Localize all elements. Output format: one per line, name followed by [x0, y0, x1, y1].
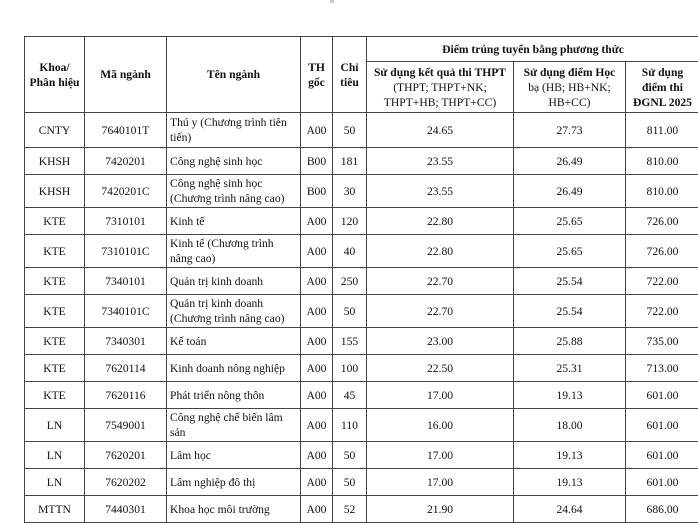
cell-dgnl: 810.00	[626, 175, 698, 208]
admission-score-table	[24, 36, 698, 523]
cell-khoa: KTE	[25, 328, 85, 355]
cell-chi-tieu: 155	[333, 328, 367, 355]
cell-thpt: 17.00	[367, 382, 514, 409]
cell-ma-nganh: 7340101	[85, 268, 167, 295]
header-hocba-title: Sử dụng điểm Học	[517, 65, 622, 80]
cell-ma-nganh: 7340301	[85, 328, 167, 355]
cell-hocba: 18.00	[514, 409, 626, 442]
cell-hocba: 25.65	[514, 208, 626, 235]
table-row	[25, 442, 698, 469]
cell-th-goc: A00	[301, 355, 333, 382]
cell-chi-tieu: 100	[333, 355, 367, 382]
table-row	[25, 382, 698, 409]
cell-th-goc: A00	[301, 235, 333, 268]
cell-ten-nganh: Khoa học môi trường	[167, 496, 301, 523]
header-khoa: Khoa/ Phân hiệu	[25, 37, 85, 113]
cell-hocba: 25.88	[514, 328, 626, 355]
cell-th-goc: B00	[301, 175, 333, 208]
cell-khoa: KTE	[25, 355, 85, 382]
cell-th-goc: A00	[301, 295, 333, 328]
cell-chi-tieu: 120	[333, 208, 367, 235]
cell-khoa: CNTY	[25, 113, 85, 148]
table-row	[25, 409, 698, 442]
cell-thpt: 22.50	[367, 355, 514, 382]
cell-ten-nganh: Lâm học	[167, 442, 301, 469]
cell-dgnl: 601.00	[626, 469, 698, 496]
table-row	[25, 496, 698, 523]
header-thpt-sub: (THPT; THPT+NK; THPT+HB; THPT+CC)	[384, 81, 496, 109]
cell-th-goc: B00	[301, 148, 333, 175]
table-row	[25, 295, 698, 328]
cell-hocba: 25.54	[514, 268, 626, 295]
cell-chi-tieu: 110	[333, 409, 367, 442]
cell-ten-nganh: Thú y (Chương trình tiên tiến)	[167, 113, 301, 148]
cell-thpt: 22.80	[367, 208, 514, 235]
cell-thpt: 17.00	[367, 442, 514, 469]
cell-dgnl: 726.00	[626, 208, 698, 235]
cell-ten-nganh: Quản trị kinh doanh	[167, 268, 301, 295]
cell-dgnl: 735.00	[626, 328, 698, 355]
cell-khoa: LN	[25, 469, 85, 496]
cell-dgnl: 810.00	[626, 148, 698, 175]
cell-thpt: 22.70	[367, 268, 514, 295]
cell-hocba: 26.49	[514, 148, 626, 175]
cell-hocba: 27.73	[514, 113, 626, 148]
cell-khoa: KTE	[25, 268, 85, 295]
cell-khoa: KTE	[25, 235, 85, 268]
cell-th-goc: A00	[301, 469, 333, 496]
cell-khoa: KTE	[25, 208, 85, 235]
cell-hocba: 25.31	[514, 355, 626, 382]
cell-dgnl: 713.00	[626, 355, 698, 382]
header-ma-nganh: Mã ngành	[85, 37, 167, 113]
table-row	[25, 469, 698, 496]
cell-hocba: 25.65	[514, 235, 626, 268]
header-hocba-sub: bạ (HB; HB+NK; HB+CC)	[528, 81, 611, 109]
cell-hocba: 25.54	[514, 295, 626, 328]
cell-hocba: 19.13	[514, 382, 626, 409]
cell-thpt: 17.00	[367, 469, 514, 496]
cell-chi-tieu: 50	[333, 113, 367, 148]
cell-khoa: KTE	[25, 382, 85, 409]
cell-ma-nganh: 7620114	[85, 355, 167, 382]
cell-ten-nganh: Kinh tế	[167, 208, 301, 235]
cell-chi-tieu: 181	[333, 148, 367, 175]
cell-chi-tieu: 52	[333, 496, 367, 523]
cell-ma-nganh: 7420201	[85, 148, 167, 175]
cell-dgnl: 811.00	[626, 113, 698, 148]
cell-thpt: 21.90	[367, 496, 514, 523]
cell-dgnl: 601.00	[626, 409, 698, 442]
cell-hocba: 26.49	[514, 175, 626, 208]
cell-ma-nganh: 7440301	[85, 496, 167, 523]
page-mark	[330, 0, 334, 3]
cell-ma-nganh: 7549001	[85, 409, 167, 442]
cell-dgnl: 726.00	[626, 235, 698, 268]
cell-khoa: KHSH	[25, 175, 85, 208]
cell-ten-nganh: Lâm nghiệp đô thị	[167, 469, 301, 496]
table-row	[25, 113, 698, 148]
cell-ma-nganh: 7620202	[85, 469, 167, 496]
cell-ma-nganh: 7310101C	[85, 235, 167, 268]
cell-ten-nganh: Kinh doanh nông nghiệp	[167, 355, 301, 382]
cell-th-goc: A00	[301, 496, 333, 523]
table-row	[25, 148, 698, 175]
header-hocba	[514, 62, 626, 113]
header-th-goc: TH gốc	[301, 37, 333, 113]
header-score-group: Điểm trúng tuyển bằng phương thức	[367, 37, 698, 62]
cell-ten-nganh: Công nghệ chế biến lâm sản	[167, 409, 301, 442]
cell-khoa: KTE	[25, 295, 85, 328]
cell-ma-nganh: 7420201C	[85, 175, 167, 208]
cell-ma-nganh: 7620201	[85, 442, 167, 469]
cell-khoa: LN	[25, 442, 85, 469]
cell-thpt: 23.55	[367, 148, 514, 175]
cell-ma-nganh: 7620116	[85, 382, 167, 409]
table-row	[25, 268, 698, 295]
cell-chi-tieu: 50	[333, 442, 367, 469]
table-row	[25, 328, 698, 355]
cell-thpt: 22.80	[367, 235, 514, 268]
cell-thpt: 24.65	[367, 113, 514, 148]
cell-hocba: 19.13	[514, 442, 626, 469]
cell-khoa: LN	[25, 409, 85, 442]
cell-dgnl: 722.00	[626, 268, 698, 295]
cell-th-goc: A00	[301, 409, 333, 442]
cell-ma-nganh: 7340101C	[85, 295, 167, 328]
cell-khoa: MTTN	[25, 496, 85, 523]
cell-th-goc: A00	[301, 208, 333, 235]
table-row	[25, 175, 698, 208]
cell-chi-tieu: 50	[333, 295, 367, 328]
header-chi-tieu: Chỉ tiêu	[333, 37, 367, 113]
cell-chi-tieu: 45	[333, 382, 367, 409]
cell-dgnl: 601.00	[626, 442, 698, 469]
cell-th-goc: A00	[301, 442, 333, 469]
cell-hocba: 19.13	[514, 469, 626, 496]
cell-th-goc: A00	[301, 113, 333, 148]
header-ten-nganh: Tên ngành	[167, 37, 301, 113]
cell-ten-nganh: Công nghệ sinh học (Chương trình nâng cao)	[167, 175, 301, 208]
cell-chi-tieu: 40	[333, 235, 367, 268]
header-thpt	[367, 62, 514, 113]
cell-ten-nganh: Phát triển nông thôn	[167, 382, 301, 409]
cell-chi-tieu: 50	[333, 469, 367, 496]
cell-thpt: 23.00	[367, 328, 514, 355]
cell-dgnl: 686.00	[626, 496, 698, 523]
cell-thpt: 16.00	[367, 409, 514, 442]
table-row	[25, 355, 698, 382]
cell-ten-nganh: Công nghệ sinh học	[167, 148, 301, 175]
cell-dgnl: 722.00	[626, 295, 698, 328]
cell-chi-tieu: 30	[333, 175, 367, 208]
header-dgnl: Sử dụng điểm thi ĐGNL 2025	[626, 62, 698, 113]
cell-ma-nganh: 7310101	[85, 208, 167, 235]
cell-ten-nganh: Kinh tế (Chương trình nâng cao)	[167, 235, 301, 268]
cell-ma-nganh: 7640101T	[85, 113, 167, 148]
table-row	[25, 235, 698, 268]
cell-khoa: KHSH	[25, 148, 85, 175]
cell-hocba: 24.64	[514, 496, 626, 523]
header-row-top	[25, 37, 698, 62]
cell-thpt: 22.70	[367, 295, 514, 328]
table-row	[25, 208, 698, 235]
cell-ten-nganh: Kế toán	[167, 328, 301, 355]
cell-th-goc: A00	[301, 382, 333, 409]
cell-ten-nganh: Quản trị kinh doanh (Chương trình nâng cao)	[167, 295, 301, 328]
cell-th-goc: A00	[301, 268, 333, 295]
header-thpt-title: Sử dụng kết quả thi THPT	[370, 65, 510, 80]
cell-th-goc: A00	[301, 328, 333, 355]
cell-thpt: 23.55	[367, 175, 514, 208]
cell-chi-tieu: 250	[333, 268, 367, 295]
cell-dgnl: 601.00	[626, 382, 698, 409]
